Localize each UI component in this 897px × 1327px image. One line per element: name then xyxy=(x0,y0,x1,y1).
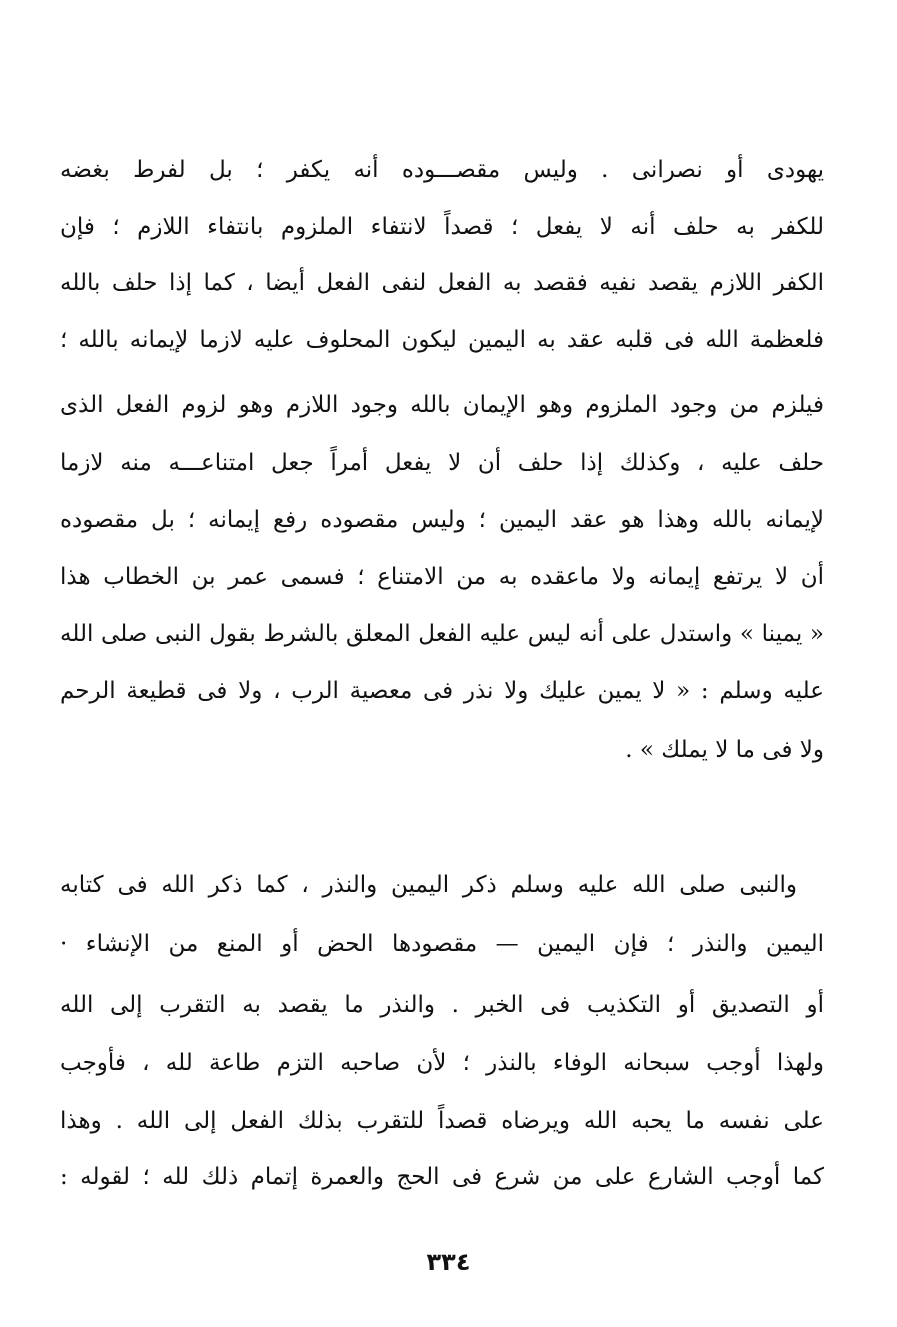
text-line: عليه وسلم : « لا يمين عليك ولا نذر فى معصية الرب ، ولا فى قطيعة الرحم xyxy=(60,678,824,704)
text-line: على نفسه ما يحبه الله ويرضاه قصداً للتقرب بذلك الفعل إلى الله . وهذا xyxy=(60,1108,824,1134)
text-line: ولهذا أوجب سبحانه الوفاء بالنذر ؛ لأن صاحبه التزم طاعة لله ، فأوجب xyxy=(60,1050,824,1076)
text-line: والنبى صلى الله عليه وسلم ذكر اليمين والنذر ، كما ذكر الله فى كتابه xyxy=(60,872,797,898)
page-number: ٣٣٤ xyxy=(426,1248,471,1276)
text-line: كما أوجب الشارع على من شرع فى الحج والعمرة إتمام ذلك لله ؛ لقوله : xyxy=(60,1164,824,1190)
text-line: فلعظمة الله فى قلبه عقد به اليمين ليكون المحلوف عليه لازما لإيمانه بالله ؛ xyxy=(60,327,824,353)
text-line: يهودى أو نصرانى . وليس مقصـــوده أنه يكفر ؛ بل لفرط بغضه xyxy=(60,157,824,183)
text-line: للكفر به حلف أنه لا يفعل ؛ قصداً لانتفاء الملزوم بانتفاء اللازم ؛ فإن xyxy=(60,214,824,240)
text-line: حلف عليه ، وكذلك إذا حلف أن لا يفعل أمراً جعل امتناعـــه منه لازما xyxy=(60,450,824,476)
text-line: لإيمانه بالله وهذا هو عقد اليمين ؛ وليس مقصوده رفع إيمانه ؛ بل مقصوده xyxy=(60,507,824,533)
text-line: ولا فى ما لا يملك » . xyxy=(625,737,824,763)
text-line: الكفر اللازم يقصد نفيه فقصد به الفعل لنفى الفعل أيضا ، كما إذا حلف بالله xyxy=(60,270,824,296)
text-line: اليمين والنذر ؛ فإن اليمين — مقصودها الحض أو المنع من الإنشاء · xyxy=(60,931,824,957)
text-line: « يمينا » واستدل على أنه ليس عليه الفعل المعلق بالشرط بقول النبى صلى الله xyxy=(60,621,824,647)
text-line: أو التصديق أو التكذيب فى الخبر . والنذر ما يقصد به التقرب إلى الله xyxy=(60,992,824,1018)
text-line: أن لا يرتفع إيمانه ولا ماعقده به من الامتناع ؛ فسمى عمر بن الخطاب هذا xyxy=(60,564,824,590)
text-line: فيلزم من وجود الملزوم وهو الإيمان بالله وجود اللازم وهو لزوم الفعل الذى xyxy=(60,392,824,418)
